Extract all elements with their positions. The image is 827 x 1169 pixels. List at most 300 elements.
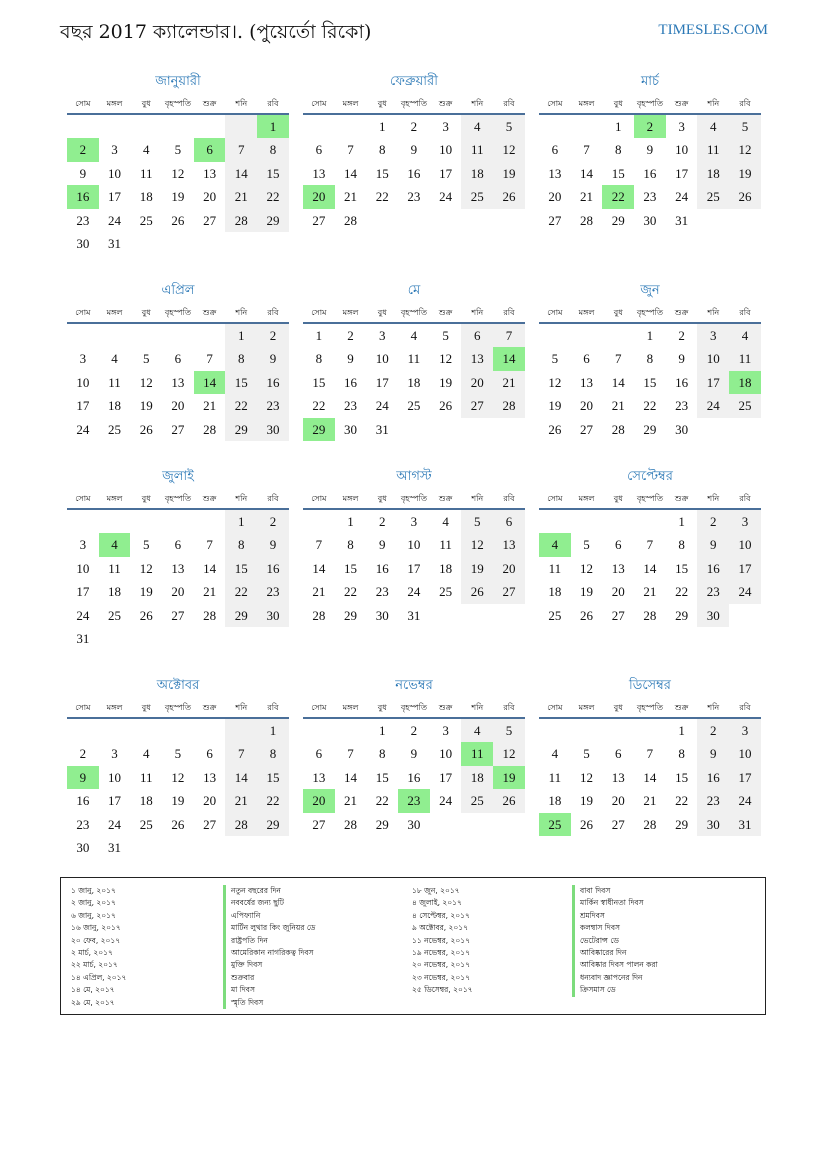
weekday-label: সোম <box>75 703 91 712</box>
day-cell: 31 <box>76 630 90 646</box>
day-cell: 28 <box>203 607 217 623</box>
day-cell: 16 <box>344 374 358 390</box>
month-block <box>67 676 289 859</box>
day-cell: 16 <box>697 557 729 580</box>
month-name: জুলাই <box>162 469 194 484</box>
weekday-label: বুধ <box>377 703 387 712</box>
week-row <box>67 347 289 370</box>
day-cell: 27 <box>171 421 185 437</box>
day-cell: 29 <box>675 816 689 832</box>
weekday-label: শনি <box>235 99 248 108</box>
day-cell: 7 <box>206 351 213 367</box>
day-cell: 29 <box>675 607 689 623</box>
day-cell: 15 <box>257 766 289 789</box>
site-logo[interactable]: TIMESLES.COM <box>658 22 768 38</box>
weekday-label: রবি <box>739 308 751 317</box>
day-cell: 9 <box>646 142 654 158</box>
day-cell: 17 <box>729 766 761 789</box>
empty-cell <box>162 719 194 742</box>
day-cell: 13 <box>312 165 326 181</box>
week-row <box>303 162 525 185</box>
empty-cell <box>303 719 335 742</box>
day-cell: 28 <box>203 421 217 437</box>
legend-date: ২৯ মে, ২০১৭ <box>71 997 115 1007</box>
weekday-header <box>67 699 289 716</box>
day-cell: 22 <box>257 185 289 208</box>
weekday-label: রবি <box>503 494 515 503</box>
day-cell: 24 <box>729 789 761 812</box>
day-cell: 26 <box>580 816 594 832</box>
weekday-label: সোম <box>547 308 563 317</box>
day-cell: 1 <box>225 510 257 533</box>
day-cell: 24 <box>375 398 389 414</box>
month-name: মার্চ <box>640 74 659 89</box>
day-cell: 19 <box>171 189 185 205</box>
day-cell: 7 <box>614 351 622 367</box>
day-cell: 13 <box>171 374 185 390</box>
day-cell: 7 <box>493 324 525 347</box>
empty-cell <box>225 627 257 650</box>
weekday-label: রবি <box>267 703 279 712</box>
weekday-header <box>303 699 525 716</box>
week-row <box>539 162 761 185</box>
day-cell: 9 <box>410 746 418 762</box>
empty-cell <box>729 604 761 627</box>
week-row <box>303 394 525 417</box>
day-cell: 28 <box>611 421 625 437</box>
empty-cell <box>130 324 162 347</box>
holiday-day-cell: 1 <box>257 115 289 138</box>
day-cell: 4 <box>461 719 493 742</box>
week-row <box>67 533 289 556</box>
day-cell: 5 <box>729 115 761 138</box>
holiday-day-cell: 23 <box>398 789 430 812</box>
day-cell: 22 <box>225 394 257 417</box>
day-cell: 24 <box>108 212 122 228</box>
weekday-label: সোম <box>311 99 327 108</box>
day-cell: 20 <box>171 398 185 414</box>
empty-cell <box>493 209 525 232</box>
empty-cell <box>335 719 367 742</box>
day-cell: 18 <box>548 793 562 809</box>
day-cell: 12 <box>171 165 185 181</box>
day-cell: 4 <box>410 328 418 343</box>
day-cell: 19 <box>580 793 594 809</box>
day-cell: 14 <box>225 162 257 185</box>
month-name: আগস্ট <box>396 469 432 484</box>
day-cell: 18 <box>461 766 493 789</box>
empty-cell <box>194 115 226 138</box>
week-row <box>539 789 761 812</box>
month-name: এপ্রিল <box>161 283 195 298</box>
holiday-day-cell: 25 <box>539 813 571 836</box>
day-cell: 26 <box>461 580 493 603</box>
day-cell: 9 <box>410 142 418 158</box>
day-cell: 2 <box>257 324 289 347</box>
weekday-label: রবি <box>267 308 279 317</box>
legend-holiday-name: শুক্রবার <box>223 972 315 984</box>
empty-cell <box>729 209 761 232</box>
day-cell: 30 <box>375 607 389 623</box>
legend-holiday-name: আবিষ্কার দিবস পালন করা <box>572 959 658 971</box>
empty-cell <box>571 115 603 138</box>
weekday-label: বুধ <box>377 308 387 317</box>
day-cell: 24 <box>439 793 453 809</box>
week-row <box>303 510 525 533</box>
empty-cell <box>225 836 257 859</box>
week-row <box>67 394 289 417</box>
day-cell: 17 <box>108 793 122 809</box>
day-cell: 25 <box>139 816 153 832</box>
legend-date: ২০ নভেম্বর, ২০১৭ <box>412 960 471 970</box>
legend-holiday-name: ক্রিসমাস ডে <box>572 984 658 996</box>
weekday-label: শনি <box>471 99 484 108</box>
legend-date: ৪ জুলাই, ২০১৭ <box>412 898 462 908</box>
weekday-label: রবি <box>739 703 751 712</box>
week-row <box>539 347 761 370</box>
week-row <box>303 813 525 836</box>
day-cell: 4 <box>697 115 729 138</box>
day-cell: 19 <box>548 398 562 414</box>
legend-holiday-name: মার্টিন লুথার কিং জুনিয়র ডে <box>223 922 315 934</box>
legend-holiday-name: ধন্যবাদ জ্ঞাপনের দিন <box>572 972 658 984</box>
weekday-label: শনি <box>235 703 248 712</box>
weekday-label: বুধ <box>613 99 623 108</box>
day-cell: 6 <box>493 510 525 533</box>
day-cell: 10 <box>675 142 689 158</box>
week-row <box>67 789 289 812</box>
week-row <box>67 418 289 441</box>
day-cell: 19 <box>171 793 185 809</box>
day-cell: 2 <box>347 328 354 343</box>
day-cell: 6 <box>174 537 182 553</box>
day-cell: 14 <box>344 769 358 785</box>
day-cell: 7 <box>646 746 654 762</box>
day-cell: 1 <box>646 328 654 343</box>
day-cell: 24 <box>697 394 729 417</box>
day-cell: 9 <box>257 533 289 556</box>
empty-cell <box>634 719 666 742</box>
day-cell: 14 <box>203 560 217 576</box>
weekday-label: বুধ <box>377 494 387 503</box>
legend-date: ৬ জানু, ২০১৭ <box>71 910 116 920</box>
day-cell: 18 <box>548 584 562 600</box>
weekday-label: মঙ্গল <box>106 99 123 108</box>
weekday-label: বুধ <box>141 494 151 503</box>
legend-date: ৯ অক্টোবর, ২০১৭ <box>412 923 469 933</box>
day-cell: 21 <box>203 584 217 600</box>
day-cell: 29 <box>375 816 389 832</box>
empty-cell <box>430 813 462 836</box>
weekday-label: সোম <box>311 703 327 712</box>
weekday-label: সোম <box>75 494 91 503</box>
empty-cell <box>571 324 603 347</box>
weekday-label: রবি <box>503 703 515 712</box>
day-cell: 6 <box>614 746 622 762</box>
weekday-header <box>67 304 289 321</box>
weekday-header <box>303 490 525 507</box>
weekday-label: বৃহস্পতি <box>636 494 663 503</box>
empty-cell <box>99 510 131 533</box>
day-cell: 3 <box>111 142 118 158</box>
legend-holiday-name: স্মৃতি দিবস <box>223 997 315 1009</box>
weekday-label: সোম <box>547 99 563 108</box>
day-cell: 11 <box>729 347 761 370</box>
legend-date: ১৬ জানু, ২০১৭ <box>71 923 121 933</box>
day-cell: 29 <box>344 607 358 623</box>
weekday-label: মঙ্গল <box>106 703 123 712</box>
empty-cell <box>162 627 194 650</box>
day-cell: 13 <box>580 374 594 390</box>
day-cell: 5 <box>174 746 182 762</box>
weekday-label: রবি <box>267 494 279 503</box>
legend-holiday-name: আবিষ্কারের দিন <box>572 947 658 959</box>
empty-cell <box>130 510 162 533</box>
weekday-label: মঙ্গল <box>342 308 359 317</box>
day-cell: 11 <box>108 374 121 390</box>
week-row <box>539 766 761 789</box>
day-cell: 26 <box>171 816 185 832</box>
day-cell: 21 <box>493 371 525 394</box>
day-cell: 13 <box>611 560 625 576</box>
holiday-day-cell: 20 <box>303 185 335 208</box>
empty-cell <box>303 510 335 533</box>
day-cell: 15 <box>675 560 689 576</box>
empty-cell <box>194 719 226 742</box>
day-cell: 4 <box>551 746 559 762</box>
weekday-label: মঙ্গল <box>106 308 123 317</box>
day-cell: 20 <box>548 189 562 205</box>
day-cell: 20 <box>611 793 625 809</box>
weekday-label: রবি <box>503 308 515 317</box>
day-cell: 21 <box>225 185 257 208</box>
empty-cell <box>99 627 131 650</box>
day-cell: 28 <box>580 212 594 228</box>
weekday-label: বুধ <box>613 703 623 712</box>
month-block <box>303 676 525 836</box>
day-cell: 5 <box>493 115 525 138</box>
empty-cell <box>162 836 194 859</box>
month-name: সেপ্টেম্বর <box>627 469 673 484</box>
month-name: জুন <box>640 283 660 298</box>
day-cell: 30 <box>257 418 289 441</box>
day-cell: 2 <box>697 719 729 742</box>
legend-holiday-name: নতুন বছরের দিন <box>223 885 315 897</box>
empty-cell <box>162 232 194 255</box>
day-cell: 31 <box>108 235 122 251</box>
day-cell: 20 <box>611 584 625 600</box>
day-cell: 4 <box>729 324 761 347</box>
day-cell: 3 <box>442 723 449 738</box>
week-row <box>67 719 289 742</box>
day-cell: 18 <box>108 584 122 600</box>
month-block <box>539 467 761 627</box>
legend-date: ২ জানু, ২০১৭ <box>71 898 116 908</box>
holiday-day-cell: 22 <box>602 185 634 208</box>
day-cell: 14 <box>611 374 625 390</box>
weekday-label: মঙ্গল <box>578 99 595 108</box>
month-block <box>539 72 761 232</box>
legend-dates-col-2 <box>412 885 473 997</box>
day-cell: 22 <box>375 189 389 205</box>
day-cell: 29 <box>257 209 289 232</box>
day-cell: 31 <box>375 421 389 437</box>
day-cell: 22 <box>675 793 689 809</box>
day-cell: 3 <box>79 537 87 553</box>
day-cell: 17 <box>407 560 421 576</box>
legend-dates-col-1 <box>71 885 126 1009</box>
day-cell: 4 <box>461 115 493 138</box>
day-cell: 29 <box>225 604 257 627</box>
day-cell: 8 <box>315 351 323 367</box>
day-cell: 7 <box>583 142 590 158</box>
day-cell: 30 <box>344 421 358 437</box>
empty-cell <box>461 418 493 441</box>
week-row <box>67 371 289 394</box>
empty-cell <box>571 719 603 742</box>
day-cell: 10 <box>108 769 122 785</box>
day-cell: 9 <box>678 351 685 367</box>
day-cell: 21 <box>203 398 217 414</box>
weekday-label: মঙ্গল <box>578 308 595 317</box>
legend-date: ১৪ এপ্রিল, ২০১৭ <box>71 972 127 982</box>
week-row <box>67 836 289 859</box>
day-cell: 22 <box>344 584 358 600</box>
week-row <box>539 115 761 138</box>
day-cell: 8 <box>257 742 289 765</box>
day-cell: 26 <box>171 212 185 228</box>
weekday-label: বৃহস্পতি <box>400 494 427 503</box>
day-cell: 4 <box>111 351 118 367</box>
day-cell: 3 <box>729 719 761 742</box>
empty-cell <box>303 115 335 138</box>
holiday-day-cell: 20 <box>303 789 335 812</box>
day-cell: 5 <box>583 746 590 762</box>
day-cell: 1 <box>378 119 386 134</box>
weekday-label: বুধ <box>613 308 623 317</box>
week-row <box>539 557 761 580</box>
day-cell: 18 <box>461 162 493 185</box>
day-cell: 10 <box>76 374 90 390</box>
month-block <box>539 676 761 836</box>
day-cell: 31 <box>407 607 421 623</box>
day-cell: 8 <box>347 537 354 553</box>
weekday-label: বৃহস্পতি <box>164 703 191 712</box>
day-cell: 8 <box>225 533 257 556</box>
empty-cell <box>162 510 194 533</box>
holiday-day-cell: 2 <box>67 138 99 161</box>
holiday-day-cell: 18 <box>729 371 761 394</box>
day-cell: 13 <box>611 769 625 785</box>
day-cell: 5 <box>583 537 590 553</box>
day-cell: 15 <box>312 374 326 390</box>
empty-cell <box>257 836 289 859</box>
empty-cell <box>430 209 462 232</box>
legend-date: ২ মার্চ, ২০১৭ <box>71 948 113 958</box>
weekday-label: সোম <box>311 308 327 317</box>
day-cell: 11 <box>697 138 729 161</box>
empty-cell <box>130 232 162 255</box>
day-cell: 5 <box>461 510 493 533</box>
day-cell: 15 <box>225 371 257 394</box>
legend-holiday-name: কলম্বাস দিবস <box>572 922 658 934</box>
week-row <box>67 185 289 208</box>
empty-cell <box>99 719 131 742</box>
empty-cell <box>461 813 493 836</box>
legend-date: ১১ নভেম্বর, ২০১৭ <box>412 935 471 945</box>
day-cell: 25 <box>439 584 453 600</box>
day-cell: 15 <box>375 165 389 181</box>
day-cell: 7 <box>347 746 354 762</box>
day-cell: 13 <box>461 347 493 370</box>
day-cell: 1 <box>678 723 685 738</box>
day-cell: 2 <box>697 510 729 533</box>
day-cell: 16 <box>697 766 729 789</box>
week-row <box>303 789 525 812</box>
weekday-label: শুক্র <box>674 99 689 108</box>
day-cell: 29 <box>257 813 289 836</box>
day-cell: 27 <box>611 816 625 832</box>
day-cell: 5 <box>142 351 150 367</box>
day-cell: 30 <box>407 816 421 832</box>
day-cell: 3 <box>678 119 685 134</box>
day-cell: 2 <box>678 328 685 343</box>
weekday-label: বৃহস্পতি <box>636 99 663 108</box>
empty-cell <box>194 232 226 255</box>
weekday-label: বৃহস্পতি <box>164 494 191 503</box>
day-cell: 27 <box>312 212 326 228</box>
day-cell: 10 <box>407 537 421 553</box>
day-cell: 11 <box>461 138 493 161</box>
day-cell: 19 <box>580 584 594 600</box>
empty-cell <box>257 627 289 650</box>
day-cell: 6 <box>614 537 622 553</box>
day-cell: 22 <box>375 793 389 809</box>
day-cell: 12 <box>493 742 525 765</box>
day-cell: 28 <box>312 607 326 623</box>
day-cell: 21 <box>643 793 657 809</box>
day-cell: 26 <box>139 421 153 437</box>
empty-cell <box>194 836 226 859</box>
weekday-label: শুক্র <box>438 99 453 108</box>
day-cell: 3 <box>79 351 87 367</box>
weekday-label: শুক্র <box>674 308 689 317</box>
weekday-header <box>539 304 761 321</box>
day-cell: 7 <box>206 537 213 553</box>
day-cell: 30 <box>257 604 289 627</box>
week-row <box>303 185 525 208</box>
weekday-header <box>303 304 525 321</box>
day-cell: 25 <box>108 607 122 623</box>
day-cell: 7 <box>315 537 323 553</box>
week-row <box>539 185 761 208</box>
week-row <box>303 604 525 627</box>
weekday-label: রবি <box>739 494 751 503</box>
weekday-header <box>539 95 761 112</box>
empty-cell <box>130 115 162 138</box>
day-cell: 17 <box>439 165 453 181</box>
weekday-label: মঙ্গল <box>106 494 123 503</box>
legend-holiday-name: মুক্তি দিবস <box>223 959 315 971</box>
week-row <box>539 580 761 603</box>
weekday-label: শনি <box>235 308 248 317</box>
weekday-label: বুধ <box>377 99 387 108</box>
day-cell: 26 <box>493 185 525 208</box>
day-cell: 7 <box>646 537 654 553</box>
week-row <box>67 162 289 185</box>
day-cell: 10 <box>729 742 761 765</box>
day-cell: 2 <box>410 119 418 134</box>
